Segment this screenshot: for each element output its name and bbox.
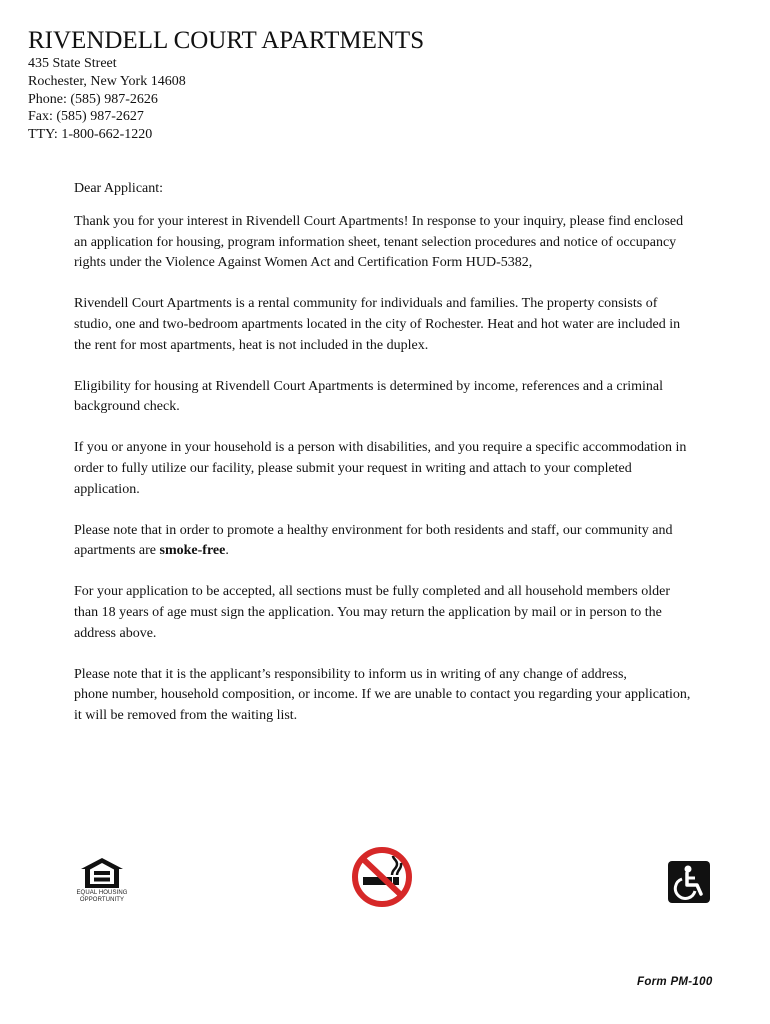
paragraph-line: Thank you for your interest in Rivendell Court Apartments! In response to your inquiry, please find enclosed — [74, 213, 684, 229]
paragraph-line: the rent for most apartments, heat is not included in the duplex. — [74, 337, 429, 353]
paragraph-smoke-free — [74, 521, 746, 563]
paragraph-line: phone number, household composition, or income. If we are unable to contact you regarding your application, — [74, 687, 691, 703]
address-city: Rochester, New York 14608 — [28, 73, 186, 89]
address-street: 435 State Street — [28, 56, 117, 71]
paragraph-thank-you — [74, 212, 746, 274]
paragraph-line — [74, 541, 746, 562]
address-fax: Fax: (585) 987-2627 — [28, 109, 144, 125]
paragraph-line: Please note that in order to promote a healthy environment for both residents and staff, our community and — [74, 522, 673, 538]
paragraph-line: Rivendell Court Apartments is a rental community for individuals and families. The property consists of — [74, 296, 658, 312]
paragraph-application-requirements — [74, 582, 746, 644]
paragraph-responsibility — [74, 665, 746, 727]
paragraph-accommodation — [74, 438, 746, 500]
smoke-free-pre: apartments are — [74, 543, 160, 559]
paragraph-line: Please note that it is the applicant’s responsibility to inform us in writing of any change of address, — [74, 666, 627, 682]
paragraph-line: Eligibility for housing at Rivendell Court Apartments is determined by income, references and a criminal — [74, 378, 664, 394]
paragraph-line: background check. — [74, 399, 180, 415]
salutation: Dear Applicant: — [74, 181, 164, 196]
address-phone: Phone: (585) 987-2626 — [28, 91, 158, 107]
address-tty: TTY: 1-800-662-1220 — [28, 127, 153, 143]
company-address — [28, 55, 186, 144]
paragraph-line: If you or anyone in your household is a person with disabilities, and you require a specific accommodation in — [74, 440, 687, 456]
smoke-free-emphasis: smoke-free — [159, 543, 226, 559]
accessibility-sign — [668, 861, 710, 903]
paragraph-line: rights under the Violence Against Women Act and Certification Form HUD-5382, — [74, 255, 533, 271]
wheelchair-icon — [668, 861, 710, 903]
letter-body — [74, 179, 746, 747]
no-smoking-icon — [351, 846, 413, 908]
no-smoking-sign — [351, 846, 413, 908]
paragraph-line: For your application to be accepted, all sections must be fully completed and all household members older — [74, 584, 671, 600]
paragraph-community — [74, 294, 746, 356]
equal-housing-logo — [74, 857, 130, 904]
paragraph-line: application. — [74, 481, 140, 497]
form-number: Form PM-100 — [637, 976, 713, 988]
equal-housing-icon — [79, 857, 125, 889]
paragraph-line: an application for housing, program information sheet, tenant selection procedures and notice of occupancy — [74, 234, 677, 250]
paragraph-eligibility — [74, 377, 746, 419]
paragraph-line: order to fully utilize our facility, please submit your request in writing and attach to your completed — [74, 460, 632, 476]
paragraph-line: it will be removed from the waiting list. — [74, 708, 298, 724]
equal-housing-label-1: EQUAL HOUSING — [76, 890, 128, 896]
paragraph-line: than 18 years of age must sign the application. You may return the application by mail or in person to the — [74, 604, 662, 620]
company-title: RIVENDELL COURT APARTMENTS — [28, 27, 425, 54]
paragraph-line: address above. — [74, 625, 157, 641]
smoke-free-post: . — [225, 543, 229, 559]
equal-housing-label-2: OPPORTUNITY — [79, 897, 125, 903]
paragraph-line: studio, one and two-bedroom apartments located in the city of Rochester. Heat and hot water are included in — [74, 316, 681, 332]
